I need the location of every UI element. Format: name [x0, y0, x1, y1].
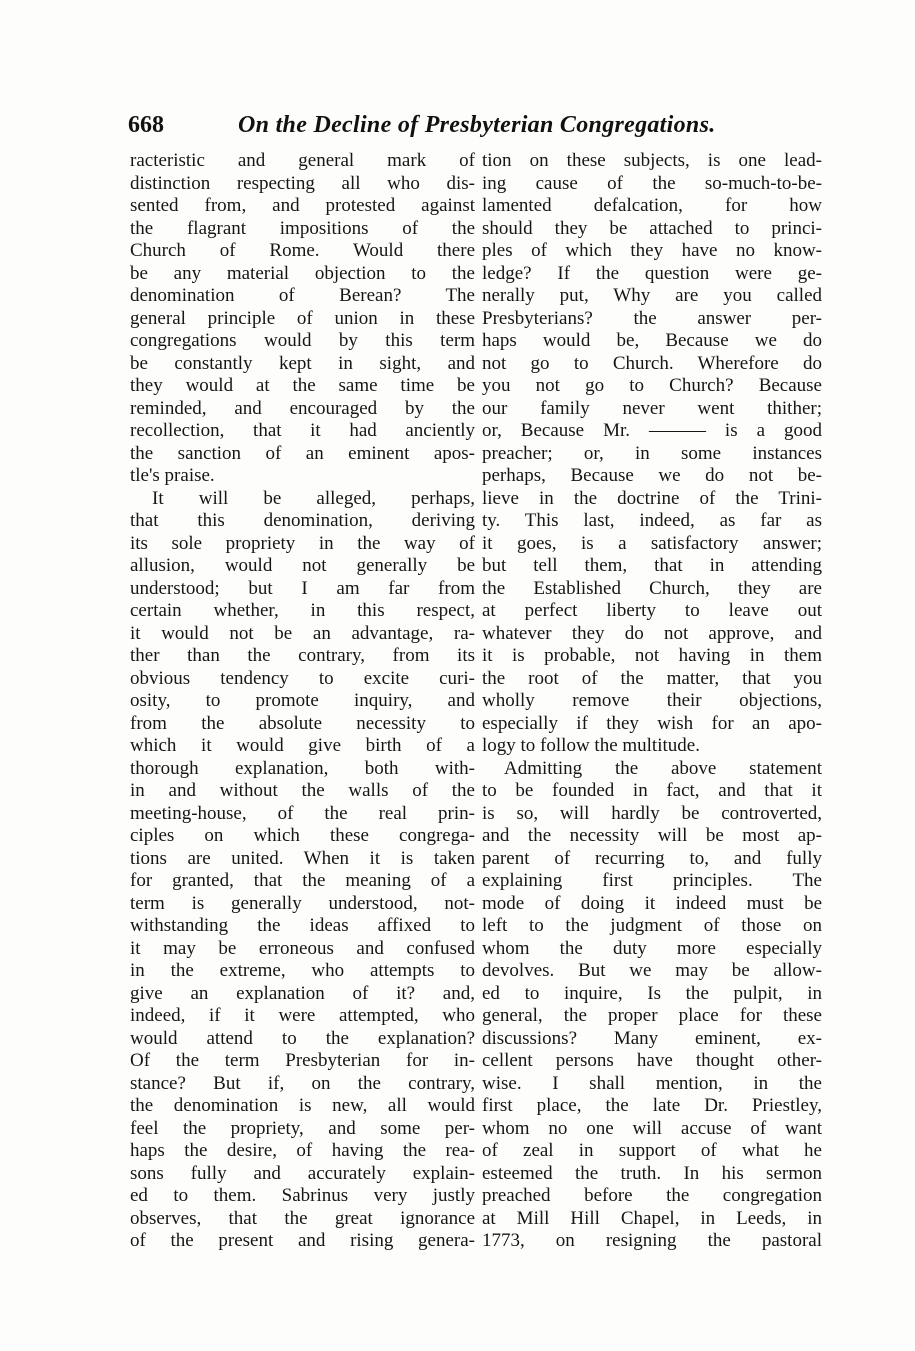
text-line: haps would be, Because we do	[482, 330, 822, 351]
text-line: at perfect liberty to leave out	[482, 600, 822, 621]
text-line: allusion, would not generally be	[130, 555, 475, 576]
text-line: our family never went thither;	[482, 397, 822, 419]
text-line: wise. I shall mention, in the	[482, 1072, 822, 1094]
text-line: thorough explanation, both with-	[130, 757, 475, 779]
text-line: would attend to the explanation?	[130, 1027, 475, 1049]
text-line: it is probable, not having in them	[482, 645, 822, 666]
text-line: ed to inquire, Is the pulpit, in	[482, 982, 822, 1004]
text-line: lieve in the doctrine of the Trini-	[482, 487, 822, 509]
text-line: general, the proper place for these	[482, 1005, 822, 1026]
text-line: of the present and rising genera-	[130, 1230, 475, 1251]
text-line: denomination of Berean? The	[130, 285, 475, 306]
text-line: from the absolute necessity to	[130, 712, 475, 734]
text-line: or, Because Mr. ——— is a good	[482, 420, 822, 441]
text-line: be any material objection to the	[130, 262, 475, 284]
text-line: the sanction of an eminent apos-	[130, 442, 475, 464]
running-header	[128, 112, 828, 146]
text-line: its sole propriety in the way of	[130, 532, 475, 554]
text-line: whom no one will accuse of want	[482, 1117, 822, 1139]
text-line: osity, to promote inquiry, and	[130, 690, 475, 711]
text-line: feel the propriety, and some per-	[130, 1117, 475, 1139]
text-line: preached before the congregation	[482, 1185, 822, 1206]
text-line: tions are united. When it is taken	[130, 847, 475, 869]
text-line: perhaps, Because we do not be-	[482, 465, 822, 486]
text-line: the flagrant impositions of the	[130, 217, 475, 239]
text-line: nerally put, Why are you called	[482, 285, 822, 306]
running-title: On the Decline of Presbyterian Congregations.	[238, 112, 716, 138]
text-line: left to the judgment of those on	[482, 915, 822, 936]
text-line: first place, the late Dr. Priestley,	[482, 1095, 822, 1116]
text-line: should they be attached to princi-	[482, 217, 822, 239]
text-line: the Established Church, they are	[482, 577, 822, 599]
text-line: is so, will hardly be controverted,	[482, 802, 822, 824]
text-line: the root of the matter, that you	[482, 667, 822, 689]
text-line: tion on these subjects, is one lead-	[482, 150, 822, 171]
text-line: for granted, that the meaning of a	[130, 870, 475, 891]
text-line: esteemed the truth. In his sermon	[482, 1162, 822, 1184]
text-line: wholly remove their objections,	[482, 690, 822, 711]
text-line: Church of Rome. Would there	[130, 240, 475, 261]
text-line: which it would give birth of a	[130, 735, 475, 756]
text-line: it may be erroneous and confused	[130, 937, 475, 959]
text-line: in the extreme, who attempts to	[130, 960, 475, 981]
text-line: give an explanation of it? and,	[130, 982, 475, 1004]
text-line: devolves. But we may be allow-	[482, 960, 822, 981]
text-line: Presbyterians? the answer per-	[482, 307, 822, 329]
text-line: general principle of union in these	[130, 307, 475, 329]
text-line: reminded, and encouraged by the	[130, 397, 475, 419]
text-line: lamented defalcation, for how	[482, 195, 822, 216]
text-line: but tell them, that in attending	[482, 555, 822, 576]
text-line: term is generally understood, not-	[130, 892, 475, 914]
text-line: meeting-house, of the real prin-	[130, 802, 475, 824]
text-line: withstanding the ideas affixed to	[130, 915, 475, 936]
text-line: whatever they do not approve, and	[482, 622, 822, 644]
text-line: the denomination is new, all would	[130, 1095, 475, 1116]
text-line: congregations would by this term	[130, 330, 475, 351]
text-line: of zeal in support of what he	[482, 1140, 822, 1161]
text-line: understood; but I am far from	[130, 577, 475, 599]
text-line: haps the desire, of having the rea-	[130, 1140, 475, 1161]
text-line: stance? But if, on the contrary,	[130, 1072, 475, 1094]
text-line: Admitting the above statement	[504, 757, 822, 779]
text-line: sented from, and protested against	[130, 195, 475, 216]
text-line: ledge? If the question were ge-	[482, 262, 822, 284]
text-line: Of the term Presbyterian for in-	[130, 1050, 475, 1071]
text-line: to be founded in fact, and that it	[482, 780, 822, 801]
text-line: logy to follow the multitude.	[482, 735, 700, 756]
text-line: explaining first principles. The	[482, 870, 822, 891]
left-column	[130, 150, 475, 1253]
text-line: racteristic and general mark of	[130, 150, 475, 171]
text-line: not go to Church. Wherefore do	[482, 352, 822, 374]
text-line: ther than the contrary, from its	[130, 645, 475, 666]
text-line: preacher; or, in some instances	[482, 442, 822, 464]
text-line: cellent persons have thought other-	[482, 1050, 822, 1071]
text-line: obvious tendency to excite curi-	[130, 667, 475, 689]
text-line: ed to them. Sabrinus very justly	[130, 1185, 475, 1206]
page-number: 668	[128, 112, 164, 138]
text-line: it would not be an advantage, ra-	[130, 622, 475, 644]
text-line: mode of doing it indeed must be	[482, 892, 822, 914]
text-line: distinction respecting all who dis-	[130, 172, 475, 194]
text-line: that this denomination, deriving	[130, 510, 475, 531]
text-line: be constantly kept in sight, and	[130, 352, 475, 374]
text-line: in and without the walls of the	[130, 780, 475, 801]
text-line: indeed, if it were attempted, who	[130, 1005, 475, 1026]
text-line: parent of recurring to, and fully	[482, 847, 822, 869]
text-line: sons fully and accurately explain-	[130, 1162, 475, 1184]
text-line: it goes, is a satisfactory answer;	[482, 532, 822, 554]
text-line: especially if they wish for an apo-	[482, 712, 822, 734]
text-line: discussions? Many eminent, ex-	[482, 1027, 822, 1049]
text-line: ty. This last, indeed, as far as	[482, 510, 822, 531]
text-line: ing cause of the so-much-to-be-	[482, 172, 822, 194]
text-line: 1773, on resigning the pastoral	[482, 1230, 822, 1251]
text-line: ples of which they have no know-	[482, 240, 822, 261]
text-line: you not go to Church? Because	[482, 375, 822, 396]
text-line: at Mill Hill Chapel, in Leeds, in	[482, 1207, 822, 1229]
text-line: and the necessity will be most ap-	[482, 825, 822, 846]
text-line: observes, that the great ignorance	[130, 1207, 475, 1229]
text-line: certain whether, in this respect,	[130, 600, 475, 621]
text-line: recollection, that it had anciently	[130, 420, 475, 441]
text-line: ciples on which these congrega-	[130, 825, 475, 846]
right-column	[482, 150, 822, 1253]
text-line: they would at the same time be	[130, 375, 475, 396]
text-line: tle's praise.	[130, 465, 215, 486]
text-line: whom the duty more especially	[482, 937, 822, 959]
text-line: It will be alleged, perhaps,	[152, 487, 475, 509]
